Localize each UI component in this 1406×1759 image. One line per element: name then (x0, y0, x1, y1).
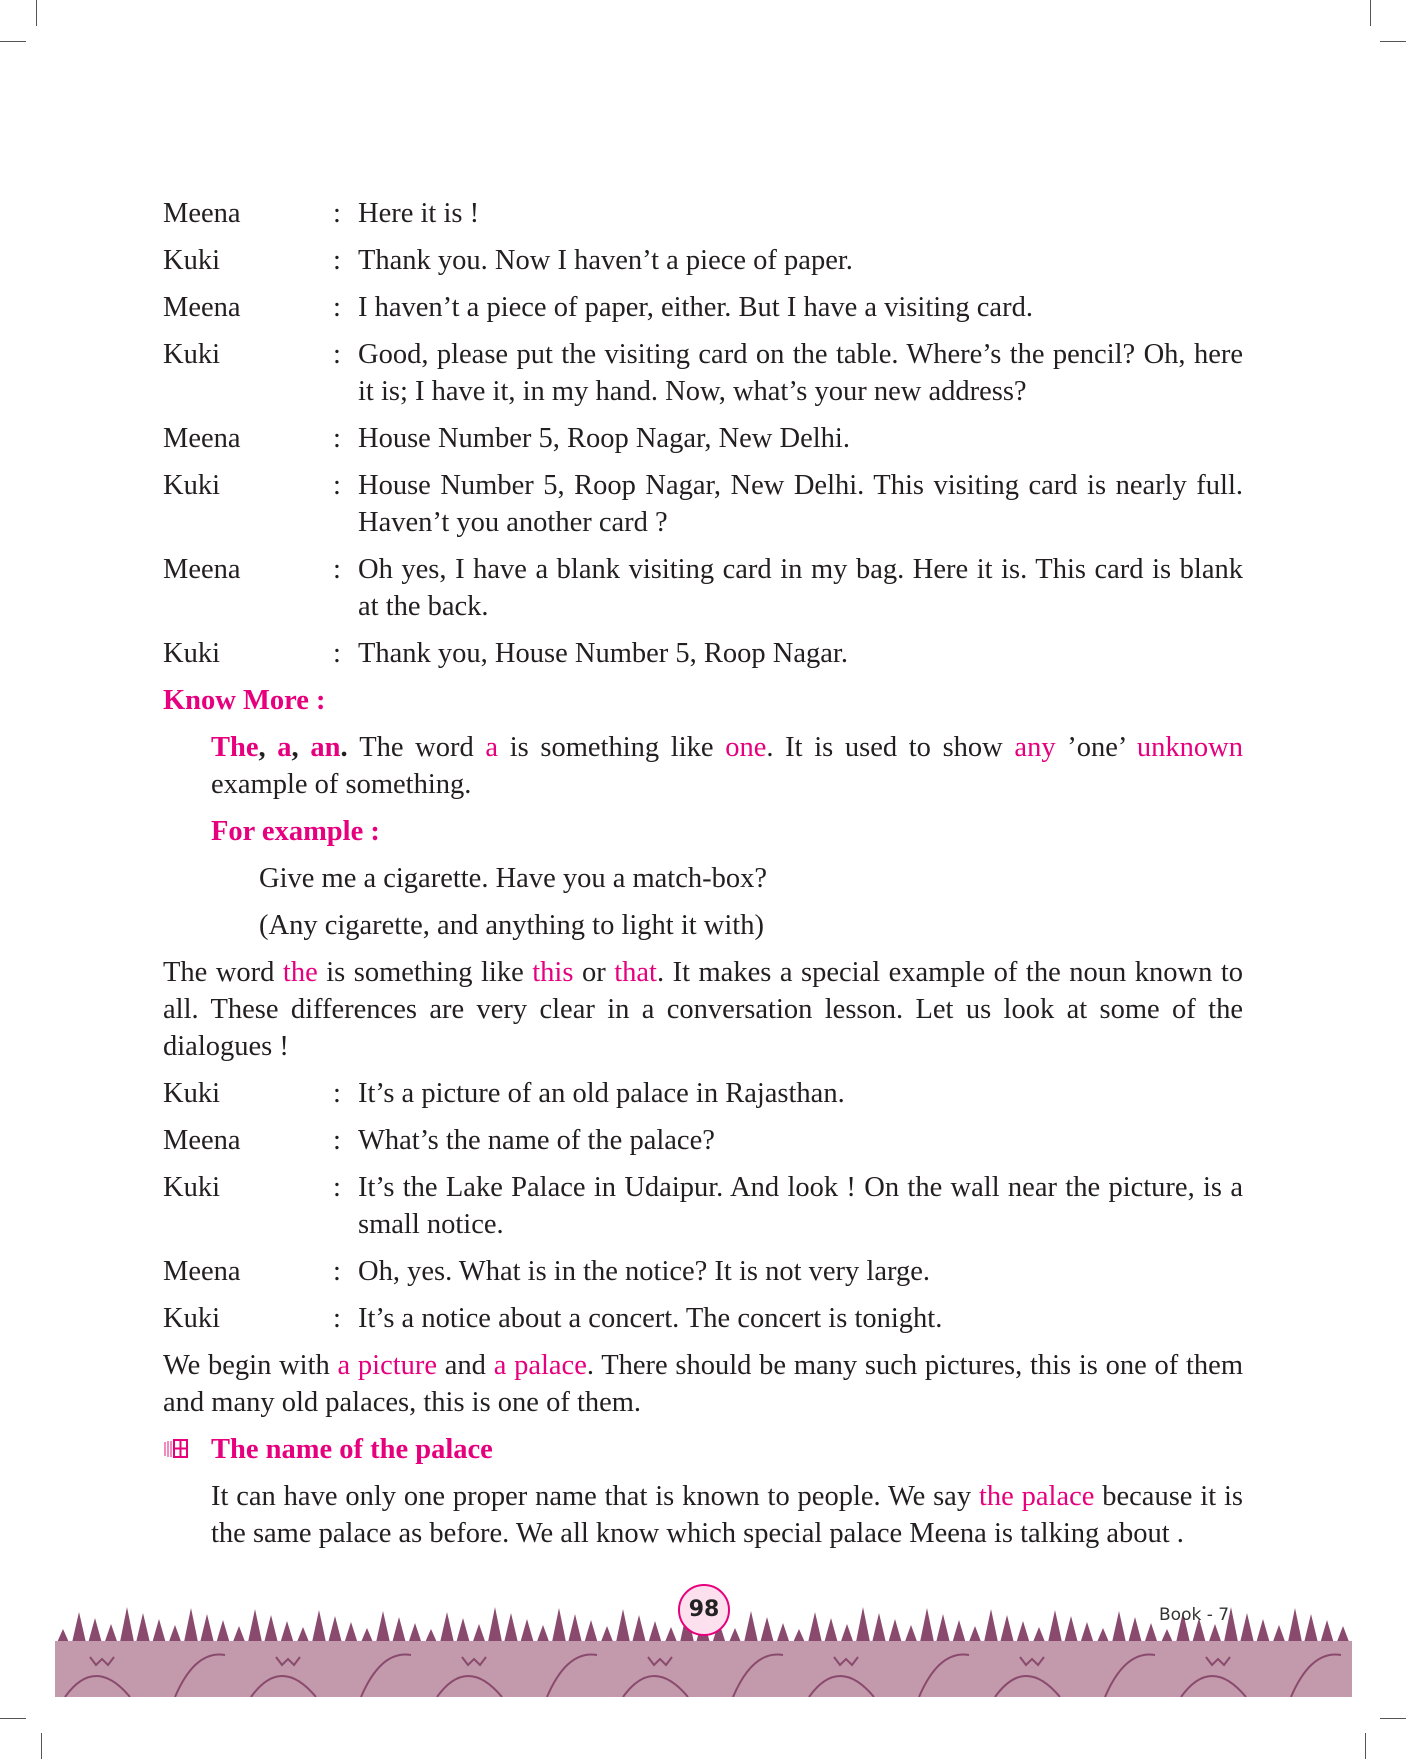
dialogue-text: I haven’t a piece of paper, either. But I have a visiting card. (358, 292, 1033, 323)
crop-mark (1380, 41, 1406, 42)
colon: : (333, 1125, 341, 1156)
crop-mark (41, 1733, 42, 1759)
crop-mark (1370, 0, 1371, 26)
text-segment: because it is the same palace as before. We all know which special palace Meena is talking about . (211, 1481, 1243, 1549)
highlighted-word: a palace (493, 1350, 587, 1381)
dialogue-row (163, 242, 1243, 279)
the-paragraph (163, 954, 1243, 1065)
colon: : (333, 423, 341, 454)
text-segment: We begin with (163, 1350, 338, 1381)
highlighted-word: this (532, 957, 574, 988)
speaker-name: Kuki (163, 1303, 220, 1334)
colon: : (333, 554, 341, 585)
crop-mark (0, 41, 26, 42)
speaker-name: Meena (163, 554, 241, 585)
dialogue-row (163, 336, 1243, 410)
dialogue-row (163, 551, 1243, 625)
dialogue-2 (163, 1075, 1243, 1337)
dialogue-text: It’s a picture of an old palace in Rajasthan. (358, 1078, 845, 1109)
dialogue-row (163, 1169, 1243, 1243)
colon: : (333, 1256, 341, 1287)
speaker-name: Kuki (163, 245, 220, 276)
colon: : (333, 339, 341, 370)
text-segment: . There should be many such pictures, this is one of them and many old palaces, this is one of them. (163, 1350, 1244, 1418)
dialogue-text: Good, please put the visiting card on the table. Where’s the pencil? Oh, here it is; I have it, in my hand. Now, what’s your new address? (358, 339, 1243, 407)
dialogue-text: It’s a notice about a concert. The concert is tonight. (358, 1303, 943, 1334)
text-segment: It can have only one proper name that is known to people. We say (211, 1481, 979, 1512)
dialogue-row (163, 635, 1243, 672)
dialogue-row (163, 1075, 1243, 1112)
colon: : (333, 1078, 341, 1109)
page-number: 98 (678, 1584, 730, 1636)
colon: : (333, 292, 341, 323)
text-segment: , (258, 732, 278, 763)
section-heading-text: The name of the palace (211, 1434, 493, 1465)
dialogue-text: Thank you, House Number 5, Roop Nagar. (358, 638, 848, 669)
highlighted-word: a (485, 732, 499, 763)
page-content (163, 195, 1243, 1562)
speaker-name: Kuki (163, 1078, 220, 1109)
dialogue-row (163, 1122, 1243, 1159)
dialogue-row (163, 420, 1243, 457)
text-segment: is something like (498, 732, 726, 763)
text-segment: The word (359, 732, 486, 763)
dialogue-text: Oh, yes. What is in the notice? It is not very large. (358, 1256, 930, 1287)
crop-mark (1365, 1733, 1366, 1759)
dialogue-row (163, 195, 1243, 232)
dialogue-text: House Number 5, Roop Nagar, New Delhi. This visiting card is nearly full. Haven’t you another card ? (358, 470, 1243, 538)
speaker-name: Kuki (163, 638, 220, 669)
book-icon (163, 1433, 189, 1455)
dialogue-text: Thank you. Now I haven’t a piece of paper. (358, 245, 853, 276)
dialogue-text: What’s the name of the palace? (358, 1125, 715, 1156)
crop-mark (1380, 1718, 1406, 1719)
dialogue-row (163, 467, 1243, 541)
speaker-name: Meena (163, 1125, 241, 1156)
crop-mark (0, 1718, 26, 1719)
highlighted-word: any (1014, 732, 1056, 763)
highlighted-word: that (614, 957, 657, 988)
highlighted-word: The (211, 732, 259, 763)
speaker-name: Kuki (163, 339, 220, 370)
begin-paragraph (163, 1347, 1243, 1421)
know-more-intro (211, 729, 1243, 803)
highlighted-word: one (725, 732, 767, 763)
text-segment: is something like (317, 957, 533, 988)
highlighted-word: unknown (1136, 732, 1243, 763)
speaker-name: Meena (163, 292, 241, 323)
highlighted-word: the (282, 957, 318, 988)
speaker-name: Meena (163, 1256, 241, 1287)
speaker-name: Kuki (163, 470, 220, 501)
colon: : (333, 1303, 341, 1334)
text-segment: and (437, 1350, 494, 1381)
colon: : (333, 1172, 341, 1203)
colon: : (333, 638, 341, 669)
example-line: (Any cigarette, and anything to light it with) (259, 910, 764, 941)
for-example-heading: For example : (211, 816, 380, 847)
highlighted-word: a picture (337, 1350, 438, 1381)
colon: : (333, 470, 341, 501)
dialogue-text: It’s the Lake Palace in Udaipur. And look ! On the wall near the picture, is a small notice. (358, 1172, 1243, 1240)
text-segment: ’one’ (1055, 732, 1137, 763)
dialogue-row (163, 1253, 1243, 1290)
highlighted-word: a (277, 732, 292, 763)
dialogue-text: Here it is ! (358, 198, 480, 229)
dialogue-row (163, 1300, 1243, 1337)
dialogue-text: House Number 5, Roop Nagar, New Delhi. (358, 423, 850, 454)
colon: : (333, 245, 341, 276)
text-segment: . It makes a special example of the noun known to all. These differences are very clear in a conversation lesson. Let us look at some of the dialogues ! (163, 957, 1244, 1062)
dialogue-row (163, 289, 1243, 326)
section-heading (163, 1431, 1243, 1468)
highlighted-word: an (310, 732, 341, 763)
dialogue-text: Oh yes, I have a blank visiting card in my bag. Here it is. This card is blank at the back. (358, 554, 1243, 622)
text-segment: The word (163, 957, 283, 988)
book-label: Book - 7 (1159, 1605, 1230, 1625)
speaker-name: Kuki (163, 1172, 220, 1203)
section-paragraph (211, 1478, 1243, 1552)
speaker-name: Meena (163, 423, 241, 454)
example-line: Give me a cigarette. Have you a match-box? (259, 863, 768, 894)
know-more-heading: Know More : (163, 685, 326, 716)
speaker-name: Meena (163, 198, 241, 229)
text-segment: or (573, 957, 615, 988)
text-segment: , (291, 732, 311, 763)
text-segment: . It is used to show (766, 732, 1015, 763)
crop-mark (36, 0, 37, 26)
highlighted-word: the palace (978, 1481, 1095, 1512)
text-segment: . (340, 732, 360, 763)
dialogue-1 (163, 195, 1243, 672)
hills (55, 1641, 1352, 1697)
text-segment: example of something. (211, 769, 472, 800)
colon: : (333, 198, 341, 229)
